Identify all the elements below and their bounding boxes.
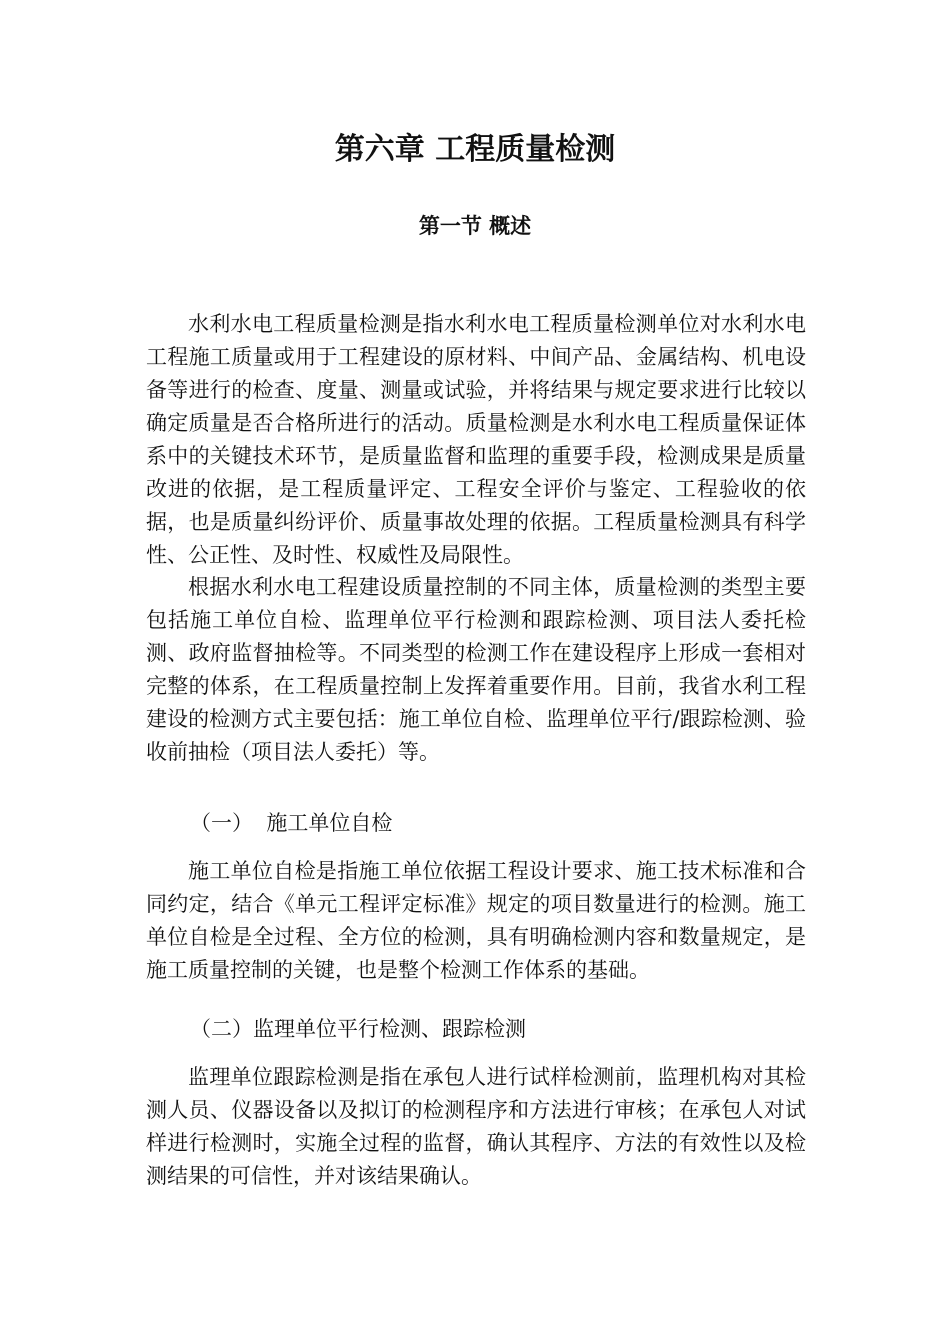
subsection-heading-supervision-inspection: （二）监理单位平行检测、跟踪检测 [190, 1017, 526, 1041]
chapter-title: 第六章 工程质量检测 [334, 132, 616, 167]
paragraph-overview-definition [146, 308, 806, 572]
paragraph-contractor-self-inspection [146, 855, 806, 987]
paragraph-text: 水利水电工程质量检测是指水利水电工程质量检测单位对水利水电工程施工质量或用于工程建设的原材料、中间产品、金属结构、机电设备等进行的检查、度量、测量或试验，并将结果与规定要求进行比较以确定质量是否合格所进行的活动。质量检测是水利水电工程质量保证体系中的关键技术环节，是质量监督和监理的重要手段，检测成果是质量改进的依据，是工程质量评定、工程安全评价与鉴定、工程验收的依据，也是质量纠纷评价、质量事故处理的依据。工程质量检测具有科学性、公正性、及时性、权威性及局限性。 [146, 312, 806, 567]
paragraph-supervision-inspection [146, 1061, 806, 1193]
paragraph-inspection-types [146, 571, 806, 769]
section-title: 第一节 概述 [418, 214, 532, 238]
subsection-heading-contractor-self-inspection: （一） 施工单位自检 [190, 811, 393, 835]
paragraph-text: 施工单位自检是指施工单位依据工程设计要求、施工技术标准和合同约定，结合《单元工程评定标准》规定的项目数量进行的检测。施工单位自检是全过程、全方位的检测，具有明确检测内容和数量规定，是施工质量控制的关键，也是整个检测工作体系的基础。 [146, 859, 806, 982]
paragraph-text: 根据水利水电工程建设质量控制的不同主体，质量检测的类型主要包括施工单位自检、监理单位平行检测和跟踪检测、项目法人委托检测、政府监督抽检等。不同类型的检测工作在建设程序上形成一套相对完整的体系，在工程质量控制上发挥着重要作用。目前，我省水利工程建设的检测方式主要包括：施工单位自检、监理单位平行/跟踪检测、验收前抽检（项目法人委托）等。 [146, 575, 806, 764]
paragraph-text: 监理单位跟踪检测是指在承包人进行试样检测前，监理机构对其检测人员、仪器设备以及拟订的检测程序和方法进行审核；在承包人对试样进行检测时，实施全过程的监督，确认其程序、方法的有效性以及检测结果的可信性，并对该结果确认。 [146, 1065, 806, 1188]
